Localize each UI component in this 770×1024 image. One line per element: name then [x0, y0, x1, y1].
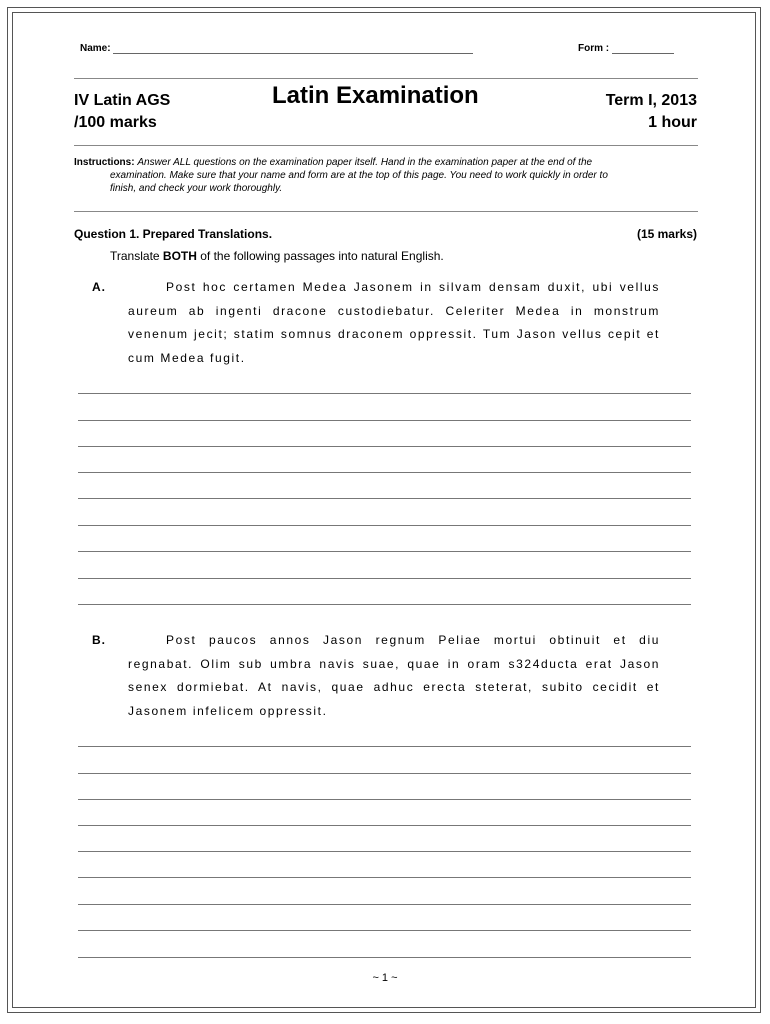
passage-b: [128, 629, 660, 723]
instructions-line-1: Answer ALL questions on the examination paper itself. Hand in the examination paper at the end of the: [137, 157, 593, 168]
header-left: [74, 90, 170, 134]
instructions: [74, 156, 698, 195]
answer-line[interactable]: [78, 498, 691, 499]
name-field: [80, 43, 473, 54]
answer-line[interactable]: [78, 604, 691, 605]
divider: [74, 78, 698, 79]
instructions-line-3: finish, and check your work thoroughly.: [110, 183, 283, 194]
passage-a-text: Post hoc certamen Medea Jasonem in silvam densam duxit, ubi vellus aureum ab ingenti dracone custodiebatur. Celeriter Medea in monstrum venenum jecit; statim somnus draconem oppressit. Tum Jason vellus cepit et cum Medea fugit.: [128, 280, 660, 365]
passage-b-label: B.: [92, 633, 106, 647]
form-blank[interactable]: [612, 44, 674, 54]
answer-line[interactable]: [78, 578, 691, 579]
form-label: Form :: [578, 43, 610, 54]
passage-b-text: Post paucos annos Jason regnum Peliae mortui obtinuit et diu regnabat. Olim sub umbra navis suae, quae in oram s324ducta erat Jason senex dormiebat. At navis, quae adhuc erecta steterat, subito cecidit et Jasonem infelicem oppressit.: [128, 633, 660, 718]
answer-line[interactable]: [78, 446, 691, 447]
form-field: [578, 43, 674, 54]
page-number: ~ 1 ~: [372, 972, 398, 984]
answer-line[interactable]: [78, 877, 691, 878]
total-marks: /100 marks: [74, 114, 157, 131]
answer-line[interactable]: [78, 746, 691, 747]
answer-line[interactable]: [78, 957, 691, 958]
answer-line[interactable]: [78, 393, 691, 394]
answer-line[interactable]: [78, 930, 691, 931]
question-marks: (15 marks): [636, 227, 697, 241]
answer-line[interactable]: [78, 773, 691, 774]
answer-line[interactable]: [78, 472, 691, 473]
answer-line[interactable]: [78, 551, 691, 552]
answer-line[interactable]: [78, 825, 691, 826]
answer-line[interactable]: [78, 851, 691, 852]
passage-a: [128, 276, 660, 370]
duration: 1 hour: [648, 114, 697, 131]
term: Term I, 2013: [605, 92, 697, 109]
answer-line[interactable]: [78, 525, 691, 526]
passage-a-label: A.: [92, 280, 106, 294]
question-instruction: [110, 249, 444, 263]
answer-line[interactable]: [78, 799, 691, 800]
instruction-emphasis: BOTH: [162, 249, 197, 263]
instruction-text: of the following passages into natural English.: [196, 249, 444, 263]
header-right: [606, 90, 697, 134]
name-blank[interactable]: [113, 44, 473, 54]
question-title: Question 1. Prepared Translations.: [74, 227, 273, 241]
divider: [74, 145, 698, 146]
name-label: Name:: [80, 43, 111, 54]
instructions-label: Instructions:: [74, 157, 135, 168]
class-name: IV Latin AGS: [74, 92, 171, 109]
answer-line[interactable]: [78, 904, 691, 905]
instruction-text: Translate: [110, 249, 163, 263]
instructions-line-2: examination. Make sure that your name and form are at the top of this page. You need to work quickly in order to: [110, 170, 608, 181]
answer-line[interactable]: [78, 420, 691, 421]
page-title: Latin Examination: [272, 82, 479, 109]
divider: [74, 211, 698, 212]
